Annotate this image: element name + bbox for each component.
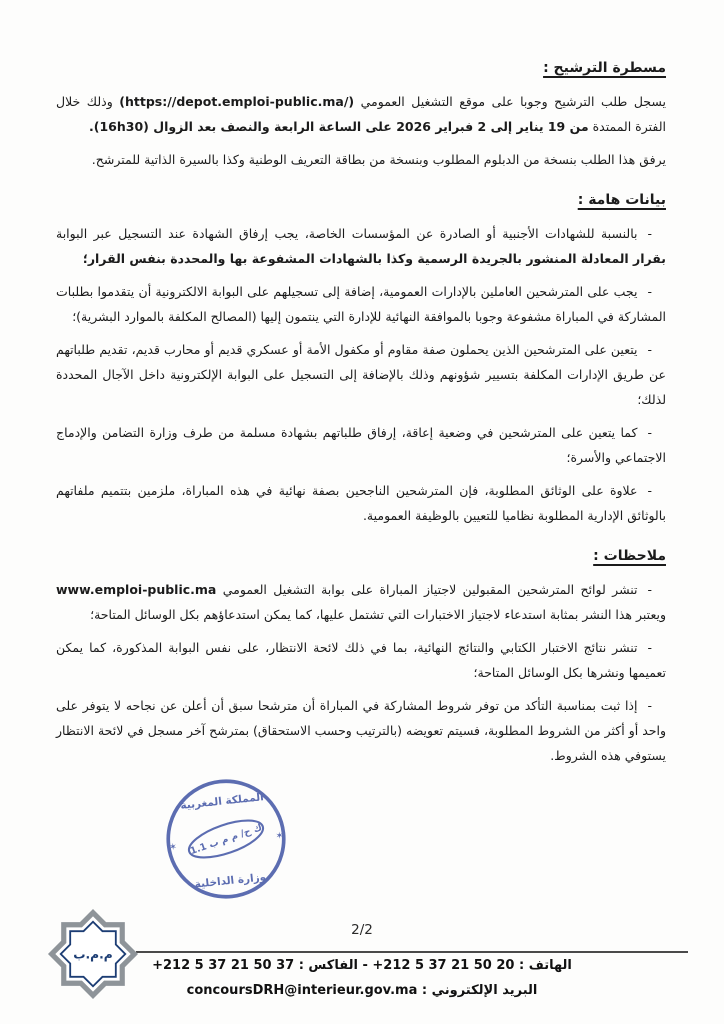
stamp-star-left-icon: ✶ (168, 841, 178, 854)
phone-number: +212 5 37 21 50 20 (372, 958, 515, 973)
notes-list (56, 577, 666, 768)
list-item (56, 420, 666, 470)
portal-url: www.emploi-public.ma (56, 582, 217, 597)
depot-url: (https://depot.emploi-public.ma/) (119, 94, 355, 109)
emblem-label: م.م.ب (73, 947, 113, 962)
registration-paragraph (56, 89, 666, 139)
stamp-bottom-text: وزارة الداخلية (194, 871, 267, 891)
item-text: كما يتعين على المترشحين في وضعية إعاقة، إرفاق طلباتهم بشهادة مسلمة من طرف وزارة التضامن والإدماج الاجتماعي والأسرة؛ (56, 425, 666, 465)
item-text: تنشر نتائج الاختبار الكتابي والنتائج النهائية، بما في ذلك لائحة الانتظار، على نفس البوابة المذكورة، كما يمكن تعميمها ونشرها بكل الوسائل المتاحة؛ (56, 640, 666, 680)
fax-label: الفاكس : (294, 958, 358, 973)
separator: - (357, 958, 373, 973)
list-item (56, 693, 666, 768)
item-text-bold: بقرار المعادلة المنشور بالجريدة الرسمية وكذا بالشهادات المشفوعة بها والمحددة بنفس القرار؛ (82, 251, 666, 266)
item-text: تنشر لوائح المترشحين المقبولين لاجتياز المباراة على بوابة التشغيل العمومي (216, 582, 638, 597)
phone-label: الهاتف : (514, 958, 572, 973)
important-heading: بيانات هامة : (577, 192, 666, 208)
notes-section (56, 544, 666, 768)
item-text: بالنسبة للشهادات الأجنبية أو الصادرة عن المؤسسات الخاصة، يجب إرفاق الشهادة عند التسجيل عبر البوابة (56, 226, 638, 241)
registration-period-bold: من 19 يناير إلى 2 فبراير 2026 على الساعة الرابعة والنصف بعد الزوال (16h30). (88, 119, 589, 134)
registration-text-start: يسجل طلب الترشيح وجوبا على موقع التشغيل العمومي (354, 94, 667, 109)
list-item (56, 478, 666, 528)
item-text: إذا ثبت بمناسبة التأكد من توفر شروط المشاركة في المباراة أن مترشحا سبق أن أعلن عن نجاحه لا يتوفر على واحد أو أكثر من الشروط المطلوبة، فسيتم تعويضه (بالترتيب وحسب الاستحقاق) بمترشح آخر مسجل في لائحة الانتظار يستوفي هذه الشروط. (56, 698, 666, 763)
stamp-star-right-icon: ✶ (275, 830, 285, 843)
stamp-top-text: المملكة المغربية (179, 791, 265, 812)
list-item (56, 221, 666, 271)
notes-heading: ملاحظات : (593, 548, 666, 564)
item-text: يتعين على المترشحين الذين يحملون صفة مقاوم أو مكفول الأمة أو عسكري قديم أو محارب قديم، تقديم طلباتهم عن طريق الإدارات المكلفة بتسيير شؤونهم وذلك بالإضافة إلى التسجيل على البوابة الإلكترونية داخل الآجال المحددة لذلك؛ (56, 342, 666, 407)
contact-email-line (0, 983, 724, 998)
email-label: البريد الإلكتروني : (417, 983, 538, 998)
list-item (56, 337, 666, 412)
contact-phone-line (0, 958, 724, 973)
important-list (56, 221, 666, 528)
ministry-stamp (157, 770, 295, 908)
list-item (56, 279, 666, 329)
page-number: 2/2 (351, 922, 373, 938)
footer-divider (136, 951, 688, 953)
attachments-paragraph: يرفق هذا الطلب بنسخة من الدبلوم المطلوب وبنسخة من بطاقة التعريف الوطنية وكذا بالسيرة الذاتية للمترشح. (91, 152, 666, 167)
stamp-center-text: ك ح/ م م ب 1.1 (188, 822, 264, 858)
registration-text-mid: وذلك خلال الفترة الممتدة (56, 94, 666, 134)
email-address: concoursDRH@interieur.gov.ma (186, 983, 418, 998)
item-text: يجب على المترشحين العاملين بالإدارات العمومية، إضافة إلى تسجيلهم على البوابة الالكترونية أن يتقدموا بطلبات المشاركة في المباراة مشفوعة وجوبا بالموافقة النهائية للإدارة التي ينتمون إليها (المصالح المكلفة بالموارد البشرية)؛ (56, 284, 666, 324)
item-text: علاوة على الوثائق المطلوبة، فإن المترشحين الناجحين بصفة نهائية في هذه المباراة، ملزمين بتتميم ملفاتهم بالوثائق الإدارية المطلوبة نظاميا للتعيين بالوظيفة العمومية. (56, 483, 666, 523)
important-section (56, 188, 666, 528)
list-item (56, 635, 666, 685)
procedure-heading: مسطرة الترشيح : (543, 60, 666, 76)
fax-number: +212 5 37 21 50 37 (152, 958, 295, 973)
ministry-stamp-icon (157, 770, 295, 908)
document-body (56, 56, 666, 776)
procedure-section (56, 56, 666, 172)
item-text: ويعتبر هذا النشر بمثابة استدعاء لاجتياز الاختبارات التي تشتمل عليها، كما يمكن استدعاؤهم بكل الوسائل المتاحة؛ (90, 607, 666, 622)
list-item (56, 577, 666, 627)
